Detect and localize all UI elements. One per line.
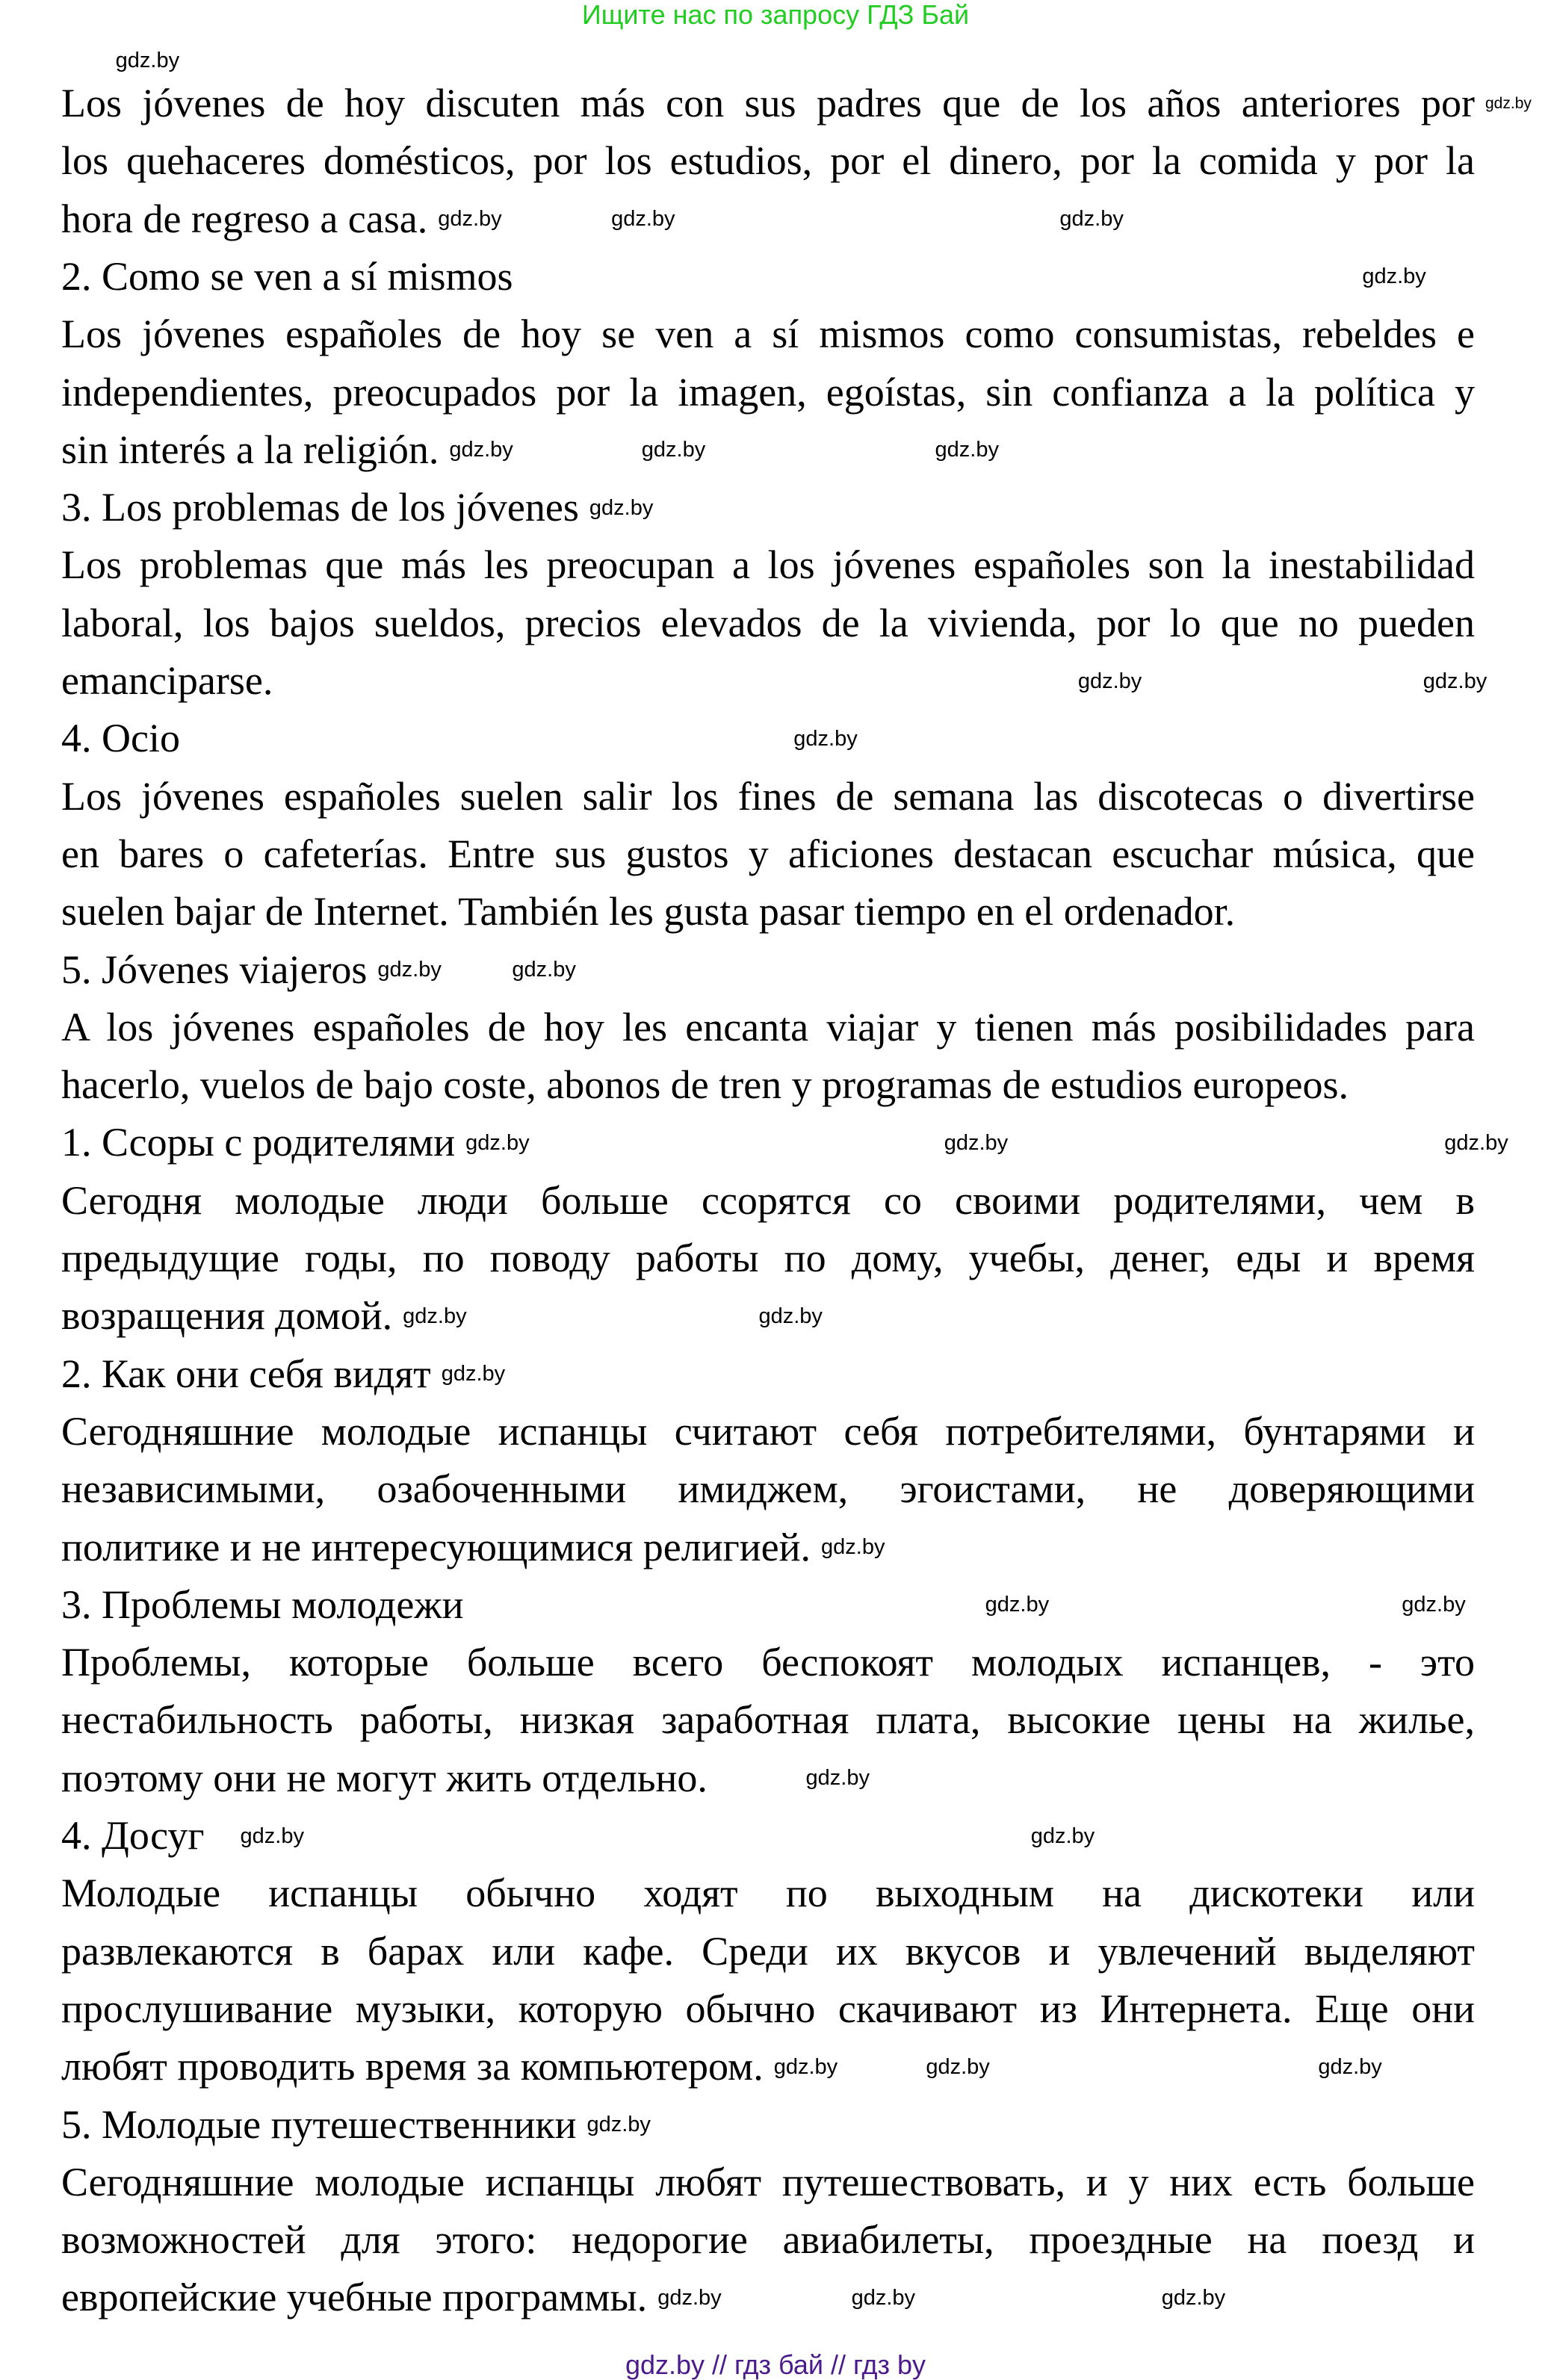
text-line: Los problemas que más les preocupan a los jóvenes españoles son la inestabilidad (61, 542, 1475, 588)
text-line: 5. Молодые путешественники (61, 2101, 577, 2147)
text-line: независимыми, озабоченными имиджем, эгоистами, не доверяющими (61, 1466, 1475, 1512)
text-line: Los jóvenes españoles suelen salir los fines de semana las discotecas o divertirse (61, 773, 1475, 819)
watermark: gdz.by (1318, 2054, 1382, 2079)
watermark: gdz.by (821, 1535, 885, 1559)
text-line: возращения домой. (61, 1293, 393, 1339)
text-line: предыдущие годы, по поводу работы по дому, учебы, денег, еды и время (61, 1236, 1475, 1280)
watermark: gdz.by (1362, 264, 1426, 289)
text-line: sin interés a la religión. (61, 427, 439, 472)
text-line: европейские учебные программы. (61, 2275, 648, 2320)
text-line: 3. Los problemas de los jóvenes (61, 485, 579, 530)
text-line: suelen bajar de Internet. También les gusta pasar tiempo en el ordenador. (61, 889, 1236, 935)
text-line: 2. Как они себя видят (61, 1351, 431, 1396)
text-line: Сегодняшние молодые испанцы считают себя потребителями, бунтарями и (61, 1408, 1475, 1454)
text-line: Молодые испанцы обычно ходят по выходным на дискотеки или (61, 1871, 1475, 1916)
text-line: политике и не интересующимися религией. (61, 1524, 811, 1569)
watermark: gdz.by (438, 207, 502, 232)
watermark: gdz.by (1444, 1130, 1508, 1155)
text-line: Сегодняшние молодые испанцы любят путешествовать, и у них есть больше (61, 2159, 1475, 2204)
text-line: 1. Ссоры с родителями (61, 1120, 456, 1165)
watermark: gdz.by (926, 2054, 990, 2079)
footer-links[interactable]: gdz.by // гдз бай // гдз by (625, 2349, 926, 2380)
text-line: hacerlo, vuelos de bajo coste, abonos de tren y programas de estudios europeos. (61, 1062, 1349, 1108)
search-banner: Ищите нас по запросу ГДЗ Бай (581, 0, 970, 30)
watermark: gdz.by (773, 2054, 838, 2079)
text-line: emanciparse. (61, 658, 273, 703)
text-line: 5. Jóvenes viajeros (61, 946, 368, 992)
watermark: gdz.by (1077, 669, 1142, 693)
watermark: gdz.by (1059, 207, 1124, 232)
watermark: gdz.by (512, 958, 576, 982)
watermark: gdz.by (851, 2285, 916, 2310)
watermark: gdz.by (1422, 669, 1487, 693)
watermark: gdz.by (657, 2285, 722, 2310)
text-line: laboral, los bajos sueldos, precios elevados de la vivienda, por lo que no pueden (61, 600, 1475, 645)
text-line: en bares o cafeterías. Entre sus gustos y aficiones destacan escuchar música, que (61, 831, 1475, 876)
watermark: gdz.by (589, 495, 654, 520)
text-line: Сегодня молодые люди больше ссорятся со своими родителями, чем в (61, 1177, 1475, 1223)
watermark: gdz.by (403, 1304, 467, 1328)
text-line: 2. Como se ven a sí mismos (61, 253, 513, 299)
text-line: любят проводить время за компьютером. (61, 2044, 764, 2089)
text-line: Проблемы, которые больше всего беспокоят молодых испанцев, - это (61, 1640, 1475, 1685)
watermark: gdz.by (441, 1362, 506, 1386)
watermark: gdz.by (758, 1304, 823, 1328)
text-line: 3. Проблемы молодежи (61, 1581, 464, 1627)
watermark: gdz.by (985, 1593, 1050, 1617)
text-line: Los jóvenes de hoy discuten más con sus padres que de los años anteriores por (61, 81, 1475, 125)
watermark: gdz.by (944, 1130, 1009, 1155)
watermark: gdz.by (1030, 1823, 1095, 1848)
text-line: 4. Ocio (61, 716, 180, 761)
watermark: gdz.by (793, 726, 858, 751)
text-line: Los jóvenes españoles de hoy se ven a sí mismos como consumistas, rebeldes e (61, 312, 1475, 357)
text-line: возможностей для этого: недорогие авиабилеты, проездные на поезд и (61, 2217, 1475, 2263)
text-line: independientes, preocupados por la imagen, egoístas, sin confianza a la política y (61, 369, 1475, 415)
text-line: hora de regreso a casa. (61, 196, 428, 241)
text-line: поэтому они не могут жить отдельно. (61, 1755, 708, 1800)
text-line: нестабильность работы, низкая заработная плата, высокие цены на жилье, (61, 1697, 1475, 1743)
text-line: 4. Досуг (61, 1813, 205, 1858)
watermark: gdz.by (805, 1766, 870, 1791)
watermark: gdz.by (240, 1823, 304, 1848)
watermark: gdz.by (449, 438, 513, 462)
watermark: gdz.by (465, 1130, 530, 1155)
watermark: gdz.by (1161, 2285, 1226, 2310)
watermark: gdz.by (1485, 94, 1532, 112)
watermark: gdz.by (1402, 1593, 1466, 1617)
text-line: los quehaceres domésticos, por los estudios, por el dinero, por la comida y por la (61, 138, 1475, 184)
watermark: gdz.by (611, 207, 675, 232)
watermark: gdz.by (641, 438, 706, 462)
watermark: gdz.by (586, 2113, 651, 2136)
watermark: gdz.by (935, 438, 999, 462)
watermark: gdz.by (377, 958, 442, 982)
text-line: прослушивание музыки, которую обычно скачивают из Интернета. Еще они (61, 1986, 1475, 2031)
text-line: развлекаются в барах или кафе. Среди их вкусов и увлечений выделяют (61, 1928, 1475, 1974)
watermark: gdz.by (115, 49, 180, 72)
text-line: A los jóvenes españoles de hoy les encanta viajar y tienen más posibilidades para (61, 1004, 1475, 1050)
